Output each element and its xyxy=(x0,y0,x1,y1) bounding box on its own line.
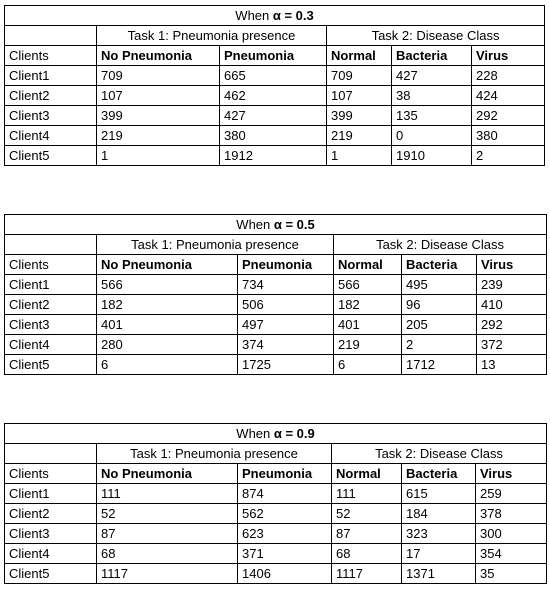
alpha-0-5-table xyxy=(4,214,547,375)
task1-header: Task 1: Pneumonia presence xyxy=(97,235,334,255)
client-name-cell: Client2 xyxy=(5,504,97,524)
column-header-no-pneumonia: No Pneumonia xyxy=(97,46,220,66)
bacteria-cell: 427 xyxy=(392,66,472,86)
normal-cell: 566 xyxy=(334,275,402,295)
pneumonia-cell: 427 xyxy=(220,106,327,126)
pneumonia-cell: 374 xyxy=(238,335,334,355)
client-name-cell: Client5 xyxy=(5,146,97,166)
pneumonia-cell: 562 xyxy=(238,504,332,524)
bacteria-cell: 615 xyxy=(402,484,476,504)
column-header-normal: Normal xyxy=(327,46,392,66)
client-name-cell: Client5 xyxy=(5,355,97,375)
pneumonia-cell: 506 xyxy=(238,295,334,315)
table-row xyxy=(5,484,547,504)
no-pneumonia-cell: 401 xyxy=(97,315,238,335)
pneumonia-cell: 665 xyxy=(220,66,327,86)
normal-cell: 1117 xyxy=(332,564,402,584)
column-header-clients: Clients xyxy=(5,255,97,275)
task2-header: Task 2: Disease Class xyxy=(327,26,545,46)
table-title-row xyxy=(5,215,547,235)
client-name-cell: Client4 xyxy=(5,544,97,564)
normal-cell: 68 xyxy=(332,544,402,564)
no-pneumonia-cell: 219 xyxy=(97,126,220,146)
column-header-bacteria: Bacteria xyxy=(392,46,472,66)
no-pneumonia-cell: 566 xyxy=(97,275,238,295)
column-header-bacteria: Bacteria xyxy=(402,464,476,484)
bacteria-cell: 96 xyxy=(402,295,477,315)
client-name-cell: Client4 xyxy=(5,126,97,146)
table-row xyxy=(5,524,547,544)
column-header-normal: Normal xyxy=(334,255,402,275)
client-name-cell: Client1 xyxy=(5,484,97,504)
client-name-cell: Client3 xyxy=(5,315,97,335)
virus-cell: 380 xyxy=(472,126,545,146)
virus-cell: 239 xyxy=(477,275,547,295)
client-name-cell: Client3 xyxy=(5,106,97,126)
client-name-cell: Client5 xyxy=(5,564,97,584)
bacteria-cell: 1371 xyxy=(402,564,476,584)
bacteria-cell: 0 xyxy=(392,126,472,146)
column-header-row xyxy=(5,46,545,66)
table-row xyxy=(5,355,547,375)
table-row xyxy=(5,564,547,584)
virus-cell: 424 xyxy=(472,86,545,106)
table-row xyxy=(5,146,545,166)
bacteria-cell: 1712 xyxy=(402,355,477,375)
no-pneumonia-cell: 111 xyxy=(97,484,238,504)
no-pneumonia-cell: 709 xyxy=(97,66,220,86)
no-pneumonia-cell: 6 xyxy=(97,355,238,375)
normal-cell: 107 xyxy=(327,86,392,106)
table-row xyxy=(5,315,547,335)
normal-cell: 182 xyxy=(334,295,402,315)
table-row xyxy=(5,544,547,564)
table-row xyxy=(5,126,545,146)
pneumonia-cell: 1406 xyxy=(238,564,332,584)
no-pneumonia-cell: 68 xyxy=(97,544,238,564)
table-row xyxy=(5,86,545,106)
empty-corner-cell xyxy=(5,444,97,464)
no-pneumonia-cell: 1117 xyxy=(97,564,238,584)
column-header-virus: Virus xyxy=(472,46,545,66)
virus-cell: 2 xyxy=(472,146,545,166)
task-header-row xyxy=(5,235,547,255)
no-pneumonia-cell: 107 xyxy=(97,86,220,106)
column-header-virus: Virus xyxy=(476,464,547,484)
normal-cell: 1 xyxy=(327,146,392,166)
pneumonia-cell: 734 xyxy=(238,275,334,295)
alpha-value: α = 0.9 xyxy=(273,425,315,441)
column-header-pneumonia: Pneumonia xyxy=(238,464,332,484)
pneumonia-cell: 497 xyxy=(238,315,334,335)
virus-cell: 35 xyxy=(476,564,547,584)
empty-corner-cell xyxy=(5,235,97,255)
virus-cell: 300 xyxy=(476,524,547,544)
column-header-clients: Clients xyxy=(5,46,97,66)
table-title: When α = 0.9 xyxy=(5,424,547,444)
normal-cell: 219 xyxy=(334,335,402,355)
virus-cell: 13 xyxy=(477,355,547,375)
table-row xyxy=(5,66,545,86)
task1-header: Task 1: Pneumonia presence xyxy=(97,444,332,464)
task-header-row xyxy=(5,26,545,46)
pneumonia-cell: 623 xyxy=(238,524,332,544)
bacteria-cell: 17 xyxy=(402,544,476,564)
bacteria-cell: 495 xyxy=(402,275,477,295)
no-pneumonia-cell: 280 xyxy=(97,335,238,355)
alpha-0-9-table xyxy=(4,423,547,584)
virus-cell: 378 xyxy=(476,504,547,524)
task2-header: Task 2: Disease Class xyxy=(332,444,547,464)
column-header-normal: Normal xyxy=(332,464,402,484)
bacteria-cell: 205 xyxy=(402,315,477,335)
client-name-cell: Client2 xyxy=(5,295,97,315)
pneumonia-cell: 1912 xyxy=(220,146,327,166)
empty-corner-cell xyxy=(5,26,97,46)
virus-cell: 228 xyxy=(472,66,545,86)
alpha-0-3-table xyxy=(4,5,545,166)
normal-cell: 399 xyxy=(327,106,392,126)
table-row xyxy=(5,106,545,126)
no-pneumonia-cell: 52 xyxy=(97,504,238,524)
column-header-bacteria: Bacteria xyxy=(402,255,477,275)
virus-cell: 354 xyxy=(476,544,547,564)
table-title: When α = 0.3 xyxy=(5,6,545,26)
table-title: When α = 0.5 xyxy=(5,215,547,235)
virus-cell: 292 xyxy=(472,106,545,126)
normal-cell: 6 xyxy=(334,355,402,375)
normal-cell: 111 xyxy=(332,484,402,504)
table-row xyxy=(5,275,547,295)
bacteria-cell: 1910 xyxy=(392,146,472,166)
bacteria-cell: 184 xyxy=(402,504,476,524)
bacteria-cell: 38 xyxy=(392,86,472,106)
task-header-row xyxy=(5,444,547,464)
bacteria-cell: 135 xyxy=(392,106,472,126)
column-header-pneumonia: Pneumonia xyxy=(220,46,327,66)
bacteria-cell: 323 xyxy=(402,524,476,544)
no-pneumonia-cell: 182 xyxy=(97,295,238,315)
normal-cell: 87 xyxy=(332,524,402,544)
client-name-cell: Client3 xyxy=(5,524,97,544)
column-header-pneumonia: Pneumonia xyxy=(238,255,334,275)
table-row xyxy=(5,504,547,524)
alpha-value: α = 0.3 xyxy=(272,7,314,23)
task1-header: Task 1: Pneumonia presence xyxy=(97,26,327,46)
column-header-no-pneumonia: No Pneumonia xyxy=(97,464,238,484)
task2-header: Task 2: Disease Class xyxy=(334,235,547,255)
column-header-clients: Clients xyxy=(5,464,97,484)
table-title-row xyxy=(5,6,545,26)
client-name-cell: Client2 xyxy=(5,86,97,106)
pneumonia-cell: 874 xyxy=(238,484,332,504)
table-row xyxy=(5,295,547,315)
virus-cell: 410 xyxy=(477,295,547,315)
column-header-row xyxy=(5,464,547,484)
pneumonia-cell: 371 xyxy=(238,544,332,564)
alpha-value: α = 0.5 xyxy=(273,216,315,232)
pneumonia-cell: 1725 xyxy=(238,355,334,375)
virus-cell: 292 xyxy=(477,315,547,335)
column-header-no-pneumonia: No Pneumonia xyxy=(97,255,238,275)
pneumonia-cell: 380 xyxy=(220,126,327,146)
table-row xyxy=(5,335,547,355)
normal-cell: 52 xyxy=(332,504,402,524)
pneumonia-cell: 462 xyxy=(220,86,327,106)
client-name-cell: Client1 xyxy=(5,275,97,295)
table-title-row xyxy=(5,424,547,444)
no-pneumonia-cell: 1 xyxy=(97,146,220,166)
client-name-cell: Client4 xyxy=(5,335,97,355)
no-pneumonia-cell: 399 xyxy=(97,106,220,126)
normal-cell: 709 xyxy=(327,66,392,86)
normal-cell: 401 xyxy=(334,315,402,335)
virus-cell: 372 xyxy=(477,335,547,355)
bacteria-cell: 2 xyxy=(402,335,477,355)
virus-cell: 259 xyxy=(476,484,547,504)
column-header-row xyxy=(5,255,547,275)
column-header-virus: Virus xyxy=(477,255,547,275)
normal-cell: 219 xyxy=(327,126,392,146)
no-pneumonia-cell: 87 xyxy=(97,524,238,544)
client-name-cell: Client1 xyxy=(5,66,97,86)
